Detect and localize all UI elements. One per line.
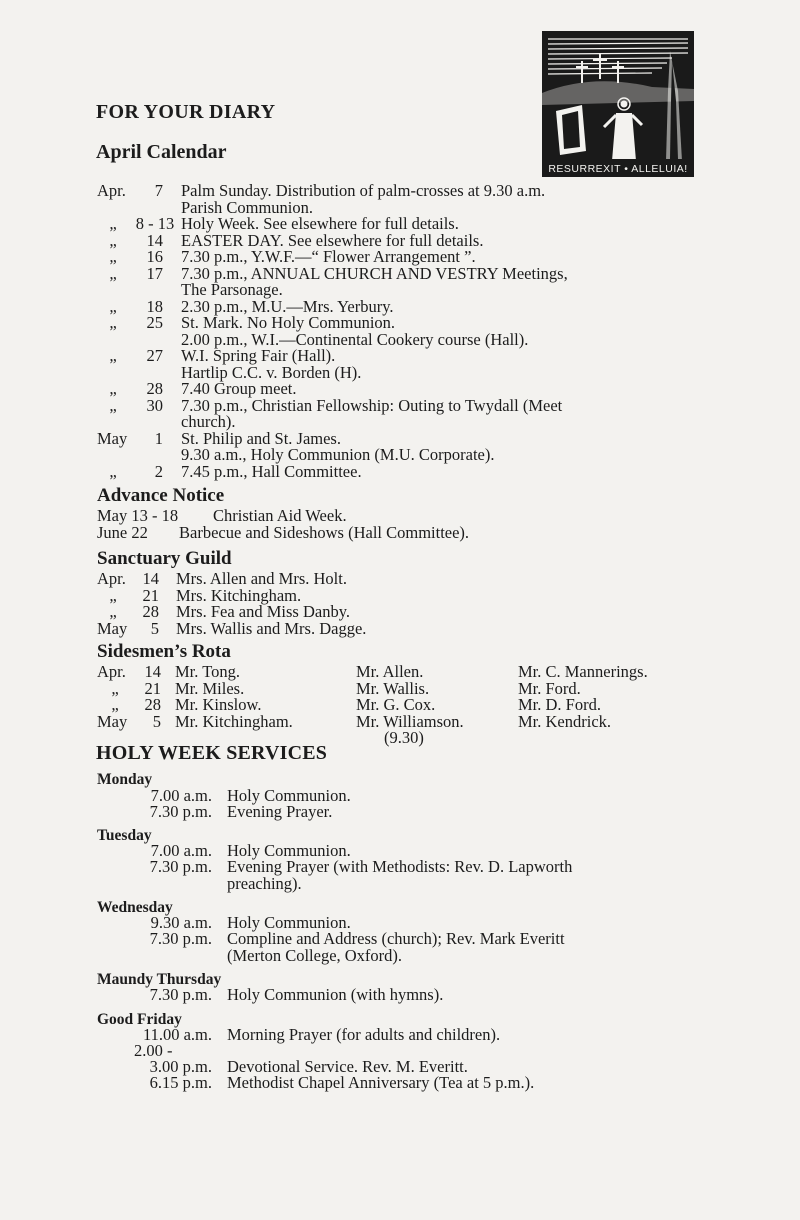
list-item: „ 28 7.40 Group meet. bbox=[109, 379, 297, 398]
list-item: „ 25 St. Mark. No Holy Communion. 2.00 p.m., W.I.—Continental Cookery course (Hall). bbox=[109, 313, 529, 349]
april-calendar bbox=[97, 183, 697, 480]
table-row: „ 21 Mr. Miles. Mr. Wallis. Mr. Ford. bbox=[111, 678, 581, 698]
day-good-friday: Good Friday bbox=[97, 1011, 182, 1028]
list-item: Apr. 14 Mrs. Allen and Mrs. Holt. bbox=[97, 569, 347, 588]
resurrection-woodcut bbox=[542, 31, 694, 177]
list-item: „ 8 - 13 Holy Week. See elsewhere for full details. bbox=[109, 214, 459, 233]
holy-week-heading: HOLY WEEK SERVICES bbox=[96, 742, 328, 764]
list-item: June 22 Barbecue and Sideshows (Hall Committee). bbox=[97, 522, 470, 542]
day-monday: Monday bbox=[97, 771, 153, 788]
service-row: 11.00 a.m. Morning Prayer (for adults and children). bbox=[142, 1025, 501, 1044]
list-item: „ 18 2.30 p.m., M.U.—Mrs. Yerbury. bbox=[109, 296, 394, 316]
service-row: 7.30 p.m. Evening Prayer (with Methodists: Rev. D. Lapworth preaching). bbox=[149, 857, 573, 893]
woodcut-caption: RESURREXIT • ALLELUIA! bbox=[548, 163, 688, 175]
service-row: 7.30 p.m. Holy Communion (with hymns). bbox=[149, 985, 444, 1004]
service-row: 3.00 p.m. Devotional Service. Rev. M. Everitt. bbox=[149, 1057, 468, 1076]
list-item: „ 17 7.30 p.m., ANNUAL CHURCH AND VESTRY Meetings, The Parsonage. bbox=[109, 263, 568, 299]
list-item: „ 16 7.30 p.m., Y.W.F.—“ Flower Arrangement ”. bbox=[109, 247, 476, 266]
service-row: 7.00 a.m. Holy Communion. bbox=[150, 841, 351, 860]
list-item: Apr. 7 Palm Sunday. Distribution of palm-crosses at 9.30 a.m. Parish Communion. bbox=[97, 181, 546, 217]
list-item: „ 2 7.45 p.m., Hall Committee. bbox=[109, 461, 362, 481]
service-row: 9.30 a.m. Holy Communion. bbox=[150, 913, 351, 932]
day-maundy-thursday: Maundy Thursday bbox=[97, 971, 222, 988]
list-item: „ 30 7.30 p.m., Christian Fellowship: Outing to Twydall (Meet church). bbox=[109, 395, 563, 431]
list-item: May 5 Mrs. Wallis and Mrs. Dagge. bbox=[97, 618, 367, 638]
service-row: 6.15 p.m. Methodist Chapel Anniversary (Tea at 5 p.m.). bbox=[149, 1073, 535, 1092]
table-row: „ 28 Mr. Kinslow. Mr. G. Cox. Mr. D. Ford. bbox=[111, 695, 601, 714]
sanctuary-guild-heading: Sanctuary Guild bbox=[97, 548, 232, 569]
list-item: „ 28 Mrs. Fea and Miss Danby. bbox=[109, 602, 350, 621]
list-item: May 1 St. Philip and St. James. 9.30 a.m., Holy Communion (M.U. Corporate). bbox=[97, 428, 495, 464]
table-row: May 5 Mr. Kitchingham. Mr. Williamson. Mr. Kendrick. bbox=[97, 711, 612, 731]
rota-note: (9.30) bbox=[384, 728, 424, 747]
service-row: 7.00 a.m. Holy Communion. bbox=[150, 786, 351, 805]
sidesmens-rota bbox=[97, 664, 697, 747]
sanctuary-guild bbox=[97, 571, 697, 637]
table-row: Apr. 14 Mr. Tong. Mr. Allen. Mr. C. Mannerings. bbox=[97, 662, 648, 681]
day-wednesday: Wednesday bbox=[97, 899, 173, 916]
april-calendar-heading: April Calendar bbox=[96, 141, 227, 163]
advance-notice-heading: Advance Notice bbox=[97, 485, 225, 506]
service-row: 2.00 - bbox=[134, 1041, 173, 1060]
list-item: „ 21 Mrs. Kitchingham. bbox=[109, 585, 302, 605]
advance-notice bbox=[97, 508, 697, 541]
sidesmens-rota-heading: Sidesmen’s Rota bbox=[97, 641, 231, 662]
day-tuesday: Tuesday bbox=[97, 827, 152, 844]
list-item: May 13 - 18 Christian Aid Week. bbox=[97, 506, 347, 525]
list-item: „ 27 W.I. Spring Fair (Hall). Hartlip C.C. v. Borden (H). bbox=[109, 346, 362, 382]
page-title: FOR YOUR DIARY bbox=[96, 101, 276, 123]
service-row: 7.30 p.m. Compline and Address (church); Rev. Mark Everitt (Merton College, Oxford). bbox=[149, 929, 565, 965]
list-item: „ 14 EASTER DAY. See elsewhere for full details. bbox=[109, 230, 484, 250]
service-row: 7.30 p.m. Evening Prayer. bbox=[149, 802, 333, 821]
